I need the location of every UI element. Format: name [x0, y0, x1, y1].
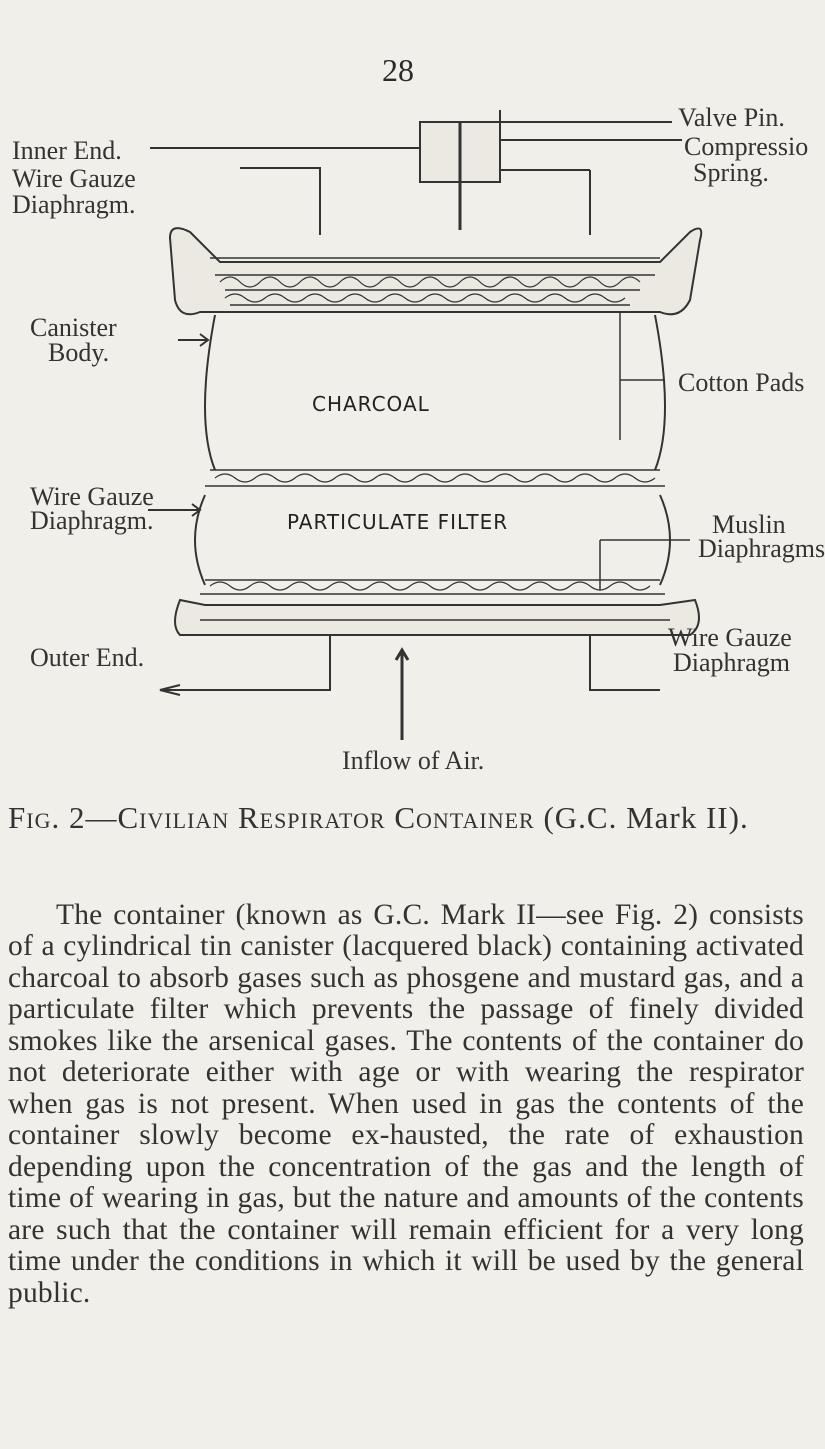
label-wire-gauze-top-2: Diaphragm. — [12, 190, 136, 219]
inlet-right — [590, 635, 660, 690]
caption-suffix: (G.C. Mark II). — [543, 800, 749, 835]
label-cotton-pads: Cotton Pads — [678, 368, 805, 397]
body-paragraph: The container (known as G.C. Mark II—see Fig. 2) consists of a cylindrical tin canister (lacquered black) containing activated charcoal to absorb gases such as phosgene and mustard gas, and a particulate filter which prevents the passage of finely divided smokes like the arsenical gases. The contents of the container do not deteriorate either with age or with wearing the respirator when gas is not present. When used in gas the contents of the container slowly become ex-hausted, the rate of exhaustion depending upon the concentration of the gas and the length of time of wearing in gas, but the nature and amounts of the contents are such that the container will remain efficient for a very long time under the conditions in which it will be used by the general public. — [8, 898, 804, 1309]
muslin-leader — [600, 540, 690, 590]
label-wire-gauze-top-1: Wire Gauze — [12, 164, 136, 193]
mid-gauze-leader — [148, 504, 200, 516]
label-inner-end: Inner End. — [12, 136, 122, 165]
inlet-left — [160, 635, 330, 695]
label-charcoal: CHARCOAL — [312, 392, 430, 416]
canister-arrow — [178, 334, 208, 346]
label-wire-gauze-bottom-1: Wire Gauze — [668, 623, 792, 652]
caption-prefix: Fig. 2—Civilian Respirator Container — [8, 800, 535, 835]
label-wire-gauze-bottom-2: Diaphragm — [673, 648, 790, 677]
page-number: 28 — [382, 52, 414, 88]
figure-caption — [8, 800, 749, 836]
label-muslin-2: Diaphragms — [698, 534, 825, 563]
label-particulate-filter: PARTICULATE FILTER — [287, 510, 509, 534]
label-outer-end: Outer End. — [30, 643, 145, 672]
label-wire-gauze-mid-2: Diaphragm. — [30, 506, 154, 535]
label-wire-gauze-mid-1: Wire Gauze — [30, 482, 154, 511]
top-gauze-leader — [240, 168, 320, 230]
bottom-cap — [175, 600, 699, 635]
label-compression-spring-1: Compressio — [684, 132, 809, 161]
label-compression-spring-2: Spring. — [693, 158, 769, 187]
lower-gauze-wave — [210, 582, 650, 590]
lower-gauze — [200, 580, 665, 594]
mid-gauze-wave — [215, 474, 655, 482]
label-canister-2: Body. — [48, 338, 110, 367]
inflow-arrow — [396, 650, 408, 740]
label-canister-1: Canister — [30, 313, 117, 342]
label-muslin-1: Muslin — [712, 510, 786, 539]
label-valve-pin: Valve Pin. — [678, 103, 785, 132]
label-inflow-of-air: Inflow of Air. — [342, 746, 485, 775]
canister-right-wall — [655, 315, 665, 470]
